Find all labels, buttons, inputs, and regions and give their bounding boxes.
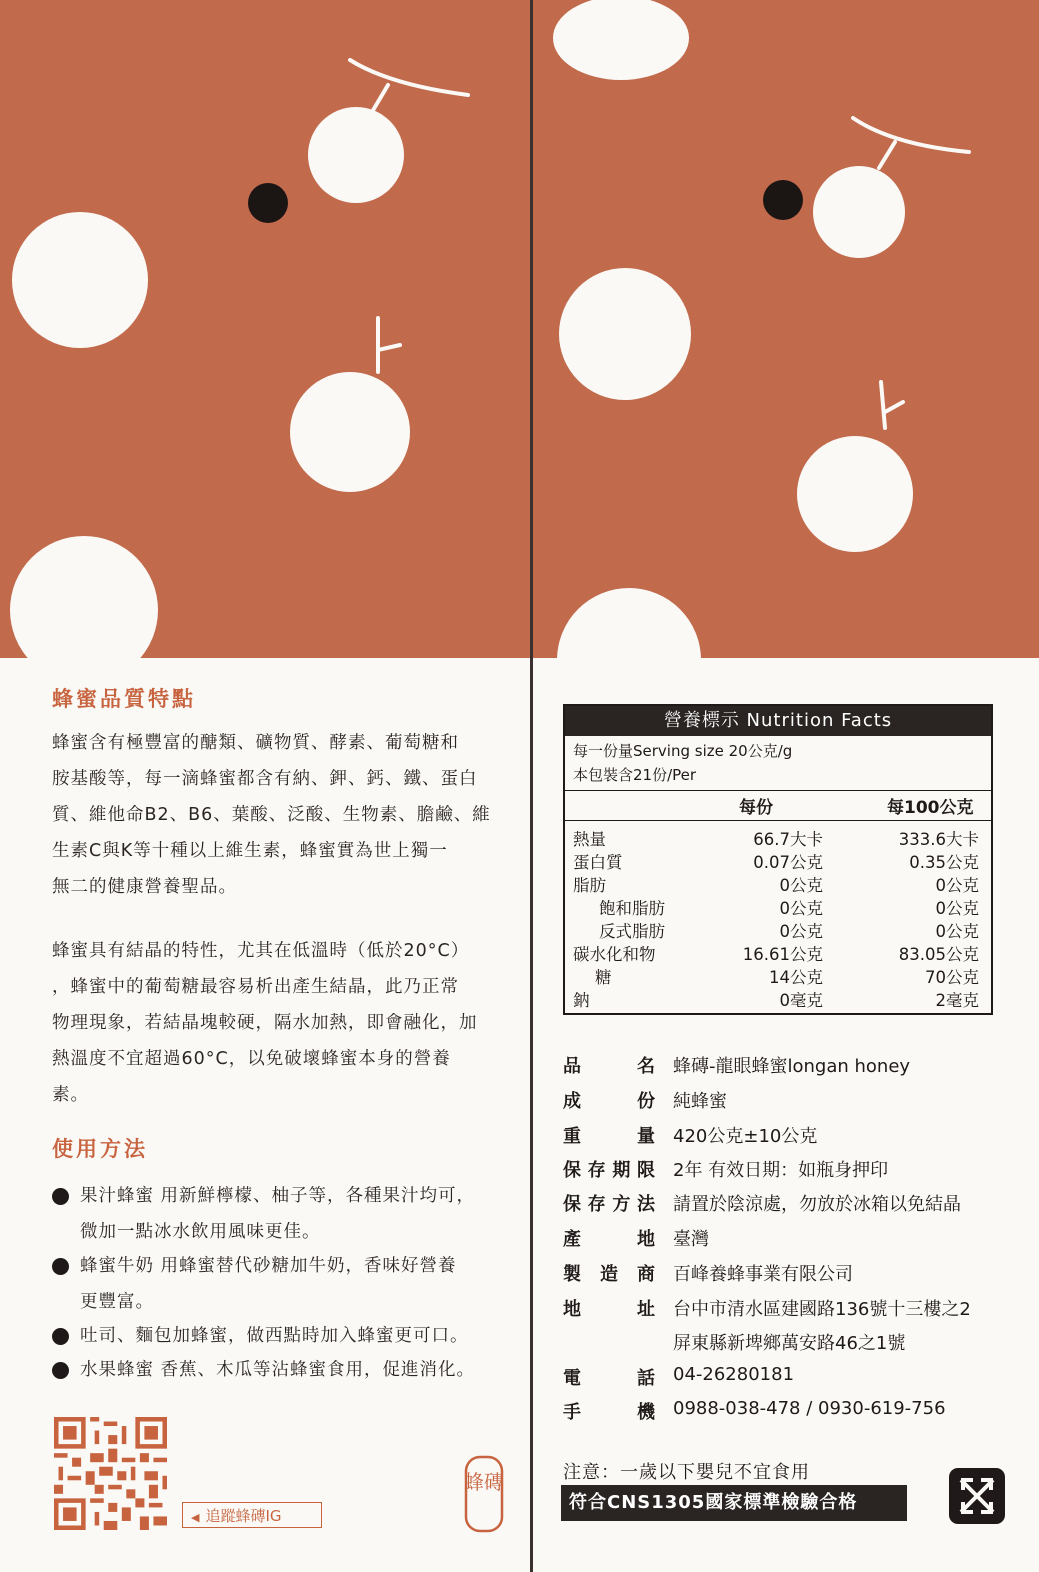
spec-address: 地址 台中市清水區建國路136號十三樓之2 (563, 1299, 971, 1320)
serving-size: 每一份量Serving size 20公克/g (573, 742, 793, 760)
spec-storage: 保存方法 請置於陰涼處，勿放於冰箱以免結晶 (563, 1194, 961, 1215)
cns-certification-badge: 符合CNS1305國家標準檢驗合格 (561, 1485, 907, 1521)
hang-hole (248, 183, 288, 223)
spec-product-name: 品名 蜂磚-龍眼蜂蜜longan honey (563, 1056, 911, 1077)
svg-text:蜂磚: 蜂磚 (464, 1470, 504, 1494)
quality-paragraph-2: 蜂蜜具有結晶的特性，尤其在低溫時（低於20°C） ，蜂蜜中的葡萄糖最容易析出產生結晶，此乃正常 物理現象，若結晶塊較硬，隔水加熱，即會融化，加 熱溫度不宜超過60°C，以免破壞蜂蜜本身的營養 素。 (52, 941, 478, 1105)
spec-address-2: 屏東縣新埤鄉萬安路46之1號 (673, 1333, 906, 1354)
left-arrow-icon: ◀ (191, 1511, 200, 1524)
quality-title: 蜂蜜品質特點 (52, 687, 196, 711)
nutrition-row: 熱量 66.7大卡 333.6大卡 (573, 830, 979, 849)
nutrition-row: 反式脂肪 0公克 0公克 (599, 922, 979, 941)
nutrition-title: 營養標示 Nutrition Facts (565, 706, 991, 736)
bullet-icon (52, 1328, 69, 1345)
qr-code-icon[interactable] (54, 1417, 167, 1530)
nutrition-row: 脂肪 0公克 0公克 (573, 876, 979, 895)
nutrition-facts-table (563, 704, 993, 1015)
longan-fruits-art (533, 0, 1039, 658)
brand-seal-logo (464, 1455, 504, 1533)
nutrition-row: 蛋白質 0.07公克 0.35公克 (573, 853, 979, 872)
col-per-serving: 每份 (739, 798, 773, 818)
spec-origin: 產地 臺灣 (563, 1229, 709, 1250)
spec-ingredients: 成份 純蜂蜜 (563, 1091, 727, 1112)
spec-manufacturer: 製造商 百峰養蜂事業有限公司 (563, 1264, 853, 1285)
bullet-icon (52, 1362, 69, 1379)
nutrition-row: 飽和脂肪 0公克 0公克 (599, 899, 979, 918)
nutrition-row: 糖 14公克 70公克 (595, 968, 979, 987)
usage-item: 吐司、麵包加蜂蜜，做西點時加入蜂蜜更可口。 (52, 1318, 512, 1354)
nutrition-row: 碳水化和物 16.61公克 83.05公克 (573, 945, 979, 964)
usage-item: 水果蜂蜜 香蕉、木瓜等沾蜂蜜食用，促進消化。 (52, 1352, 512, 1388)
usage-item: 果汁蜂蜜 用新鮮檸檬、柚子等，各種果汁均可， 微加一點冰水飲用風味更佳。 (52, 1178, 512, 1250)
col-per-100g: 每100公克 (887, 798, 974, 818)
table-rule (565, 790, 991, 791)
table-rule (565, 820, 991, 821)
bullet-icon (52, 1188, 69, 1205)
spec-shelf-life: 保存期限 2年 有效日期：如瓶身押印 (563, 1160, 889, 1181)
ig-follow-tag[interactable]: ◀ 追蹤蜂磚IG (182, 1502, 322, 1528)
infant-warning: 注意：一歲以下嬰兒不宜食用 (563, 1462, 810, 1483)
spec-mobile: 手機 0988-038-478 / 0930-619-756 (563, 1398, 946, 1423)
spec-phone: 電話 04-26280181 (563, 1364, 795, 1389)
spec-weight: 重量 420公克±10公克 (563, 1126, 818, 1147)
quality-paragraph-1: 蜂蜜含有極豐富的醣類、礦物質、酵素、葡萄糖和 胺基酸等，每一滴蜂蜜都含有納、鉀、鈣、鐵、蛋白 質、維他命B2、B6、葉酸、泛酸、生物素、膽鹼、維 生素C與K等十種以上維生素，蜂蜜實為世上獨一 無二的健康營養聖品。 (52, 733, 491, 897)
usage-title: 使用方法 (52, 1137, 148, 1161)
usage-item: 蜂蜜牛奶 用蜂蜜替代砂糖加牛奶，香味好營養 更豐富。 (52, 1248, 512, 1320)
longan-illustration (533, 0, 1039, 658)
recycle-icon (947, 1466, 1007, 1526)
nutrition-row: 鈉 0毫克 2毫克 (573, 991, 979, 1010)
longan-illustration (0, 0, 530, 658)
right-box-panel (533, 0, 1039, 1572)
hang-hole (763, 180, 803, 220)
bullet-icon (52, 1258, 69, 1275)
longan-fruits-art (0, 0, 530, 658)
servings-per-package: 本包裝含21份/Per (573, 766, 697, 784)
